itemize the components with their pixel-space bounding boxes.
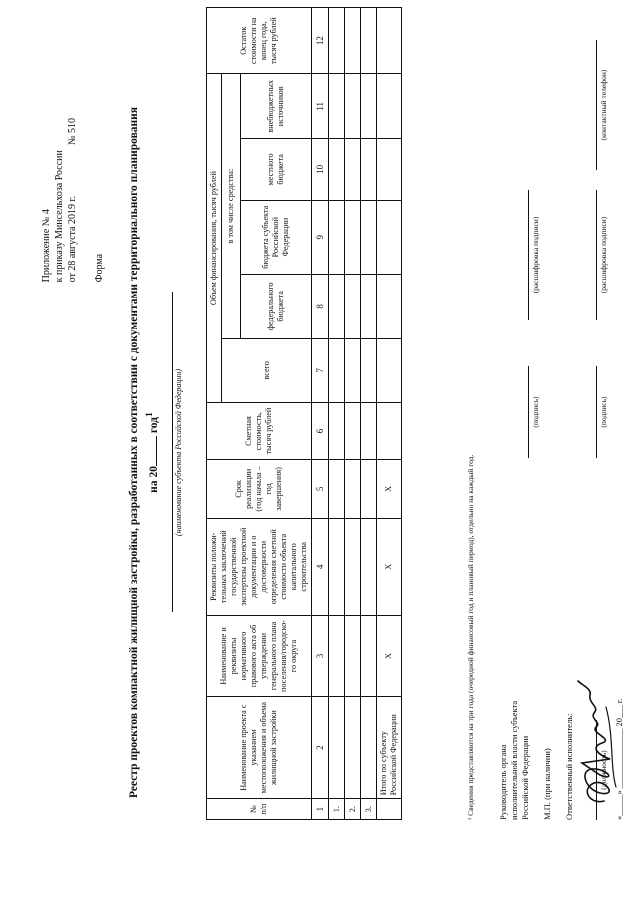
table-row [329,8,345,820]
header-including: в том числе средства: [222,74,241,339]
column-number: 12 [312,8,329,74]
column-number: 3 [312,615,329,696]
header-legal-act: Наименование и реквизиты нормативного правового акта об утверждении генерального плана поселения/городско- го округа [207,615,312,696]
year-line [144,0,160,905]
header-federal: федерального бюджета [241,274,312,338]
head-line-3: Российской Федерации [520,735,530,820]
position-caption: (должность) [596,720,609,820]
subject-caption: (наименование субъекта Российской Федерации) [172,293,183,613]
column-number: 7 [312,338,329,402]
column-number: 9 [312,200,329,274]
title-block [128,0,183,905]
head-line-1: Руководитель органа [498,744,508,820]
header-term: Срок реализации (год начала – год завершения) [207,460,312,518]
signature-caption-2: (подпись) [596,366,609,458]
appendix-line-3 [66,118,79,282]
phone-caption: (контактный телефон) [596,40,609,170]
head-line-2: исполнительной власти субъекта [509,700,519,820]
column-number: 6 [312,402,329,459]
header-remaining: Остаток стоимости на конец года, тысяч рублей [207,8,312,74]
column-number-row [312,8,329,820]
year-prefix: на 20 [147,466,160,493]
appendix-line-1: Приложение № 4 [41,209,52,283]
header-extrabudgetary: внебюджетных источников [241,74,312,139]
appendix-date: от 28 августа 2019 г. [67,196,78,283]
column-number: 11 [312,74,329,139]
column-number: 10 [312,139,329,200]
appendix-order-number: № 510 [67,118,78,146]
header-total: всего [222,338,312,402]
footnote: ¹ Сведения представляются на три года (очередной финансовый год и плановый период), отдельно на каждый год. [466,454,475,820]
header-subject-budget: бюджета субъекта Российской Федерации [241,200,312,274]
decoding-caption-1: (расшифровка подписи) [528,190,541,320]
header-expertise: Реквизиты положи- тельных заключений государственной экспертизы проектной документации и о достоверности определения сметной стоимости объекта капитального строительства [207,518,312,615]
year-suffix: год [147,417,160,434]
table-row [345,8,361,820]
handwritten-signature [560,677,630,807]
header-num: № п/п [207,799,312,820]
total-label: Итого по субъекту Российской Федерации [377,697,402,799]
page-title: Реестр проектов компактной жилищной застройки, разработанных в соответствии с документами территориального планирования [128,106,140,799]
row-number: 1. [329,799,345,820]
column-number: 8 [312,274,329,338]
year-footnote-mark: 1 [144,412,155,417]
column-number: 4 [312,518,329,615]
row-number: 3. [361,799,377,820]
header-estimated-cost: Сметная стоимость, тысяч рублей [207,402,312,459]
header-financing: Объем финансирования, тысяч рублей [207,74,222,403]
signature-caption-1: (подпись) [528,366,541,458]
year-blank [145,436,157,466]
header-local: местного бюджета [241,139,312,200]
responsible-label: Ответственный исполнитель: [564,713,574,820]
table-row [361,8,377,820]
column-number: 1 [312,799,329,820]
total-row [377,8,402,820]
registry-table [206,7,402,820]
appendix-header [40,118,106,282]
appendix-line-2: к приказу Минсельхоза России [54,150,65,283]
column-number: 5 [312,460,329,518]
total-x-5: Х [377,460,402,518]
mp-label: М.П. (при наличии) [542,748,552,820]
header-project-name: Наименование проекта с указанием местоположения и объема жилищной застройки [207,697,312,799]
decoding-caption-2: (расшифровка подписи) [596,190,609,320]
column-number: 2 [312,697,329,799]
date-line: «_____» ______________ 20___ г. [614,698,624,820]
row-number: 2. [345,799,361,820]
form-label: Форма [94,253,105,283]
total-x-4: Х [377,518,402,615]
total-x-3: Х [377,615,402,696]
